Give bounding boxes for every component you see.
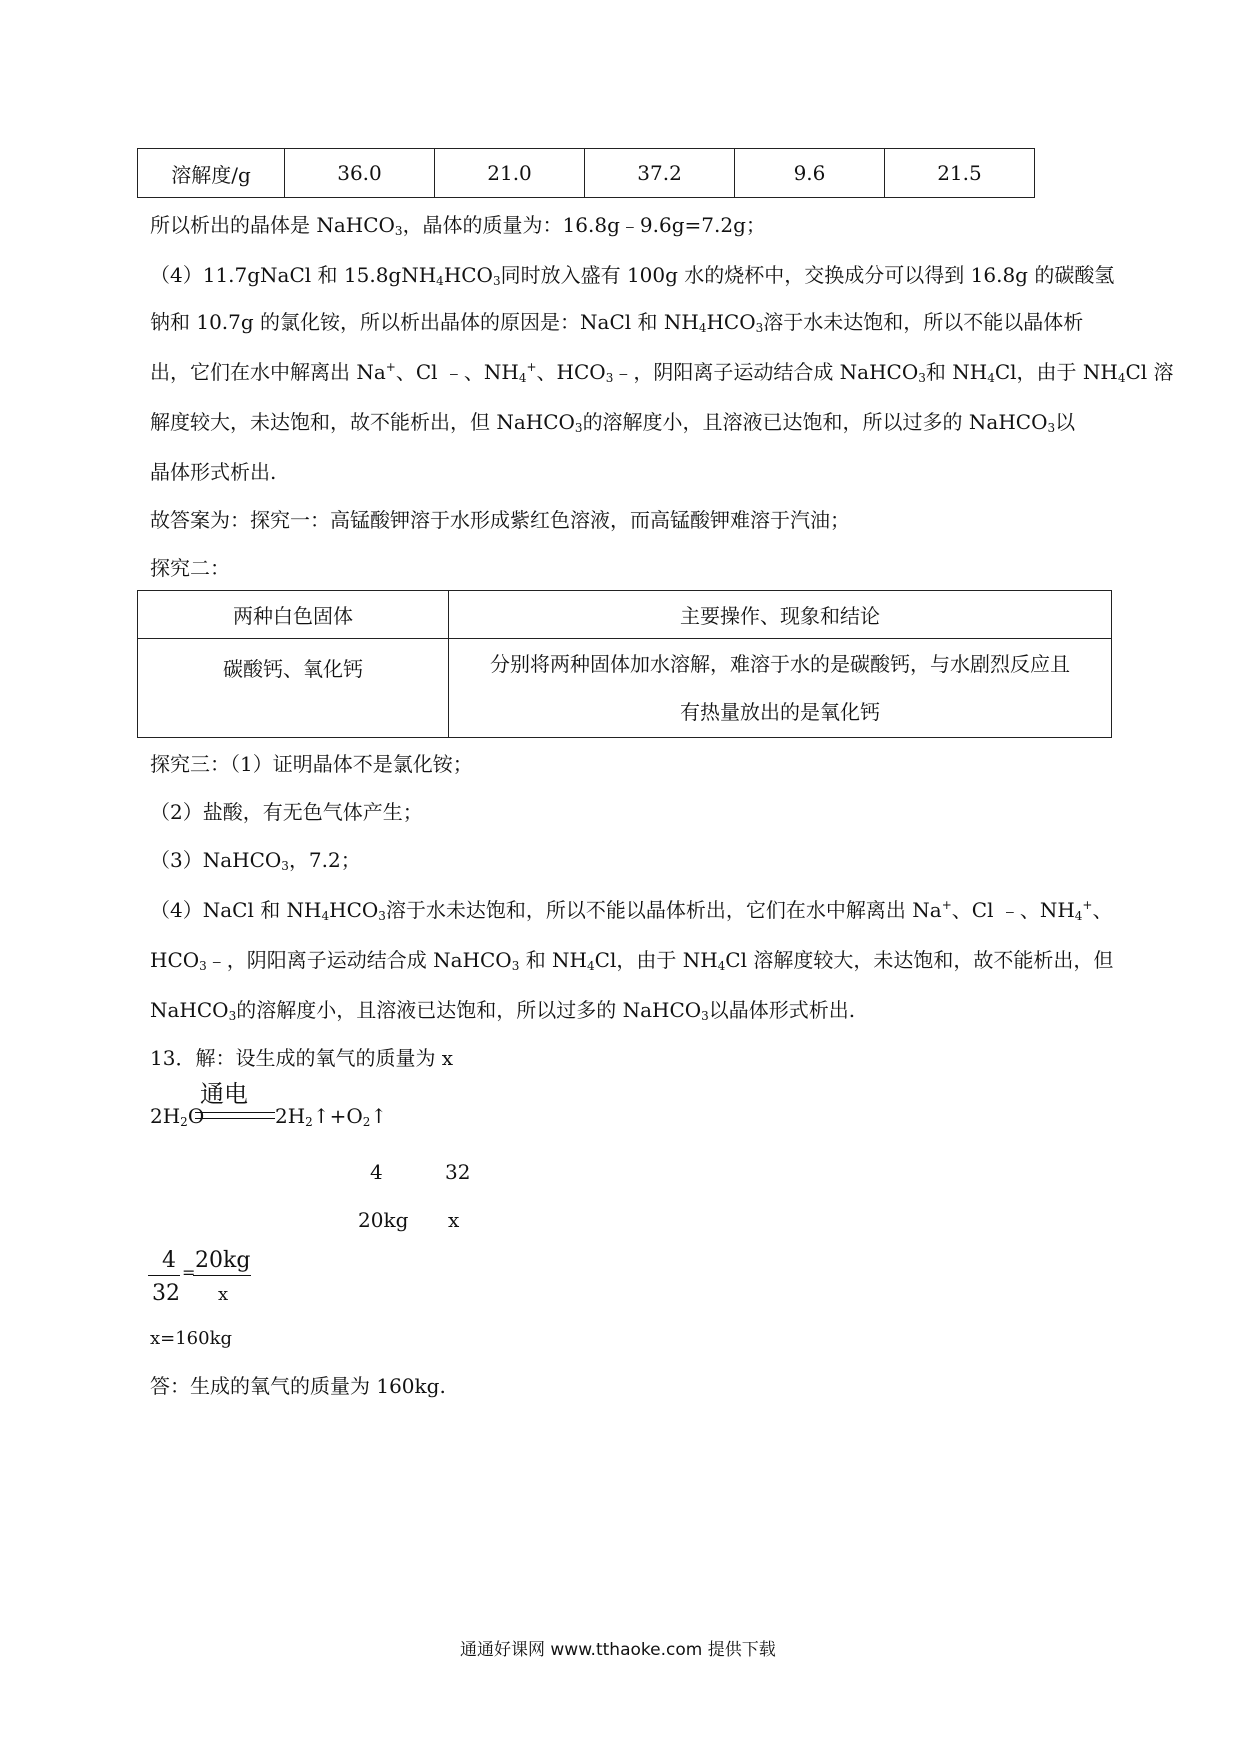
table-header-cell: 主要操作、现象和结论: [449, 591, 1112, 639]
table-cell: [449, 639, 1112, 738]
table-row: [138, 149, 1035, 198]
text-line: （4）11.7gNaCl 和 $15.8gNH_4HCO_3$同时放入盛有 100g 水的烧杯中，交换成分可以得到 16.8g 的碳酸氢: [150, 263, 1115, 288]
text-line: 出，它们在水中解离出 Na+、Cl ﹣、$NH_4^+$、$HCO_3﹣$，阴阳离子运动结合成 NaHCO$_3$和 $NH_4Cl$，由于 $NH_4Cl$ 溶: [150, 360, 1174, 385]
table-row: [138, 639, 1112, 738]
ratio-value: 20kg: [358, 1208, 409, 1232]
table-value-cell: 36.0: [285, 149, 435, 198]
text-line: （2）盐酸，有无色气体产生；: [150, 800, 423, 824]
ratio-value: 32: [445, 1160, 471, 1184]
fraction-numerator: 20kg: [195, 1248, 251, 1273]
fraction-numerator: 4: [162, 1248, 176, 1273]
fraction-bar: [148, 1275, 180, 1276]
table-value-cell: 21.0: [435, 149, 585, 198]
problem-intro: 13．解：设生成的氧气的质量为 x: [150, 1046, 454, 1070]
solubility-table: [137, 148, 1035, 198]
text-line: 解度较大，未达饱和，故不能析出，但 NaHCO$_3$的溶解度小，且溶液已达饱和，所以过多的 NaHCO$_3$以: [150, 410, 1076, 435]
text-line: 故答案为：探究一：高锰酸钾溶于水形成紫红色溶液，而高锰酸钾难溶于汽油；: [150, 508, 850, 532]
ratio-value: x: [448, 1208, 460, 1232]
fraction-denominator: 32: [152, 1281, 180, 1306]
table-value-cell: 37.2: [585, 149, 735, 198]
text-line: 钠和 10.7g 的氯化铵，所以析出晶体的原因是：NaCl 和 $NH_4HCO_3$溶于水未达饱和，所以不能以晶体析: [150, 310, 1084, 335]
equals-sign: =: [182, 1263, 196, 1282]
table-header-row: [138, 591, 1112, 639]
table-cell: 碳酸钙、氧化钙: [138, 639, 449, 738]
answer-line: 答：生成的氧气的质量为 160kg.: [150, 1374, 446, 1398]
text-line: （4）NaCl 和 $NH_4HCO_3$溶于水未达饱和，所以不能以晶体析出，它们在水中解离出 Na+、Cl ﹣、$NH_4^+$、: [150, 898, 1113, 923]
text-line: 探究二：: [150, 556, 230, 580]
reaction-reactant: $2H_2O$: [150, 1104, 205, 1129]
text-line: （3）NaHCO$_3$，7.2；: [150, 848, 361, 873]
ratio-value: 4: [370, 1160, 383, 1184]
text-line: 晶体形式析出.: [150, 460, 277, 484]
text-line: $HCO_3﹣$，阴阳离子运动结合成 NaHCO$_3$ 和 $NH_4Cl$，由于 $NH_4Cl$ 溶解度较大，未达饱和，故不能析出，但: [150, 948, 1114, 973]
text-line: 探究三：（1）证明晶体不是氯化铵；: [150, 752, 473, 776]
exploration-table: [137, 590, 1112, 738]
table-value-cell: 9.6: [735, 149, 885, 198]
reaction-equals-line-bottom: [195, 1118, 275, 1119]
reaction-equals-line-top: [195, 1112, 275, 1113]
text-line: 所以析出的晶体是 NaHCO$_3$，晶体的质量为：16.8g﹣9.6g=7.2g；: [150, 213, 766, 238]
text-line: NaHCO$_3$的溶解度小，且溶液已达饱和，所以过多的 NaHCO$_3$以晶体形式析出.: [150, 998, 856, 1023]
reaction-condition: 通电: [200, 1080, 248, 1108]
fraction-bar: [193, 1275, 251, 1276]
result-line: x=160kg: [150, 1328, 233, 1349]
cell-text-line: 有热量放出的是氧化钙: [680, 700, 880, 724]
reaction-products: $2H_2↑+O_2↑$: [275, 1104, 388, 1129]
table-header-cell: 两种白色固体: [138, 591, 449, 639]
fraction-denominator: x: [218, 1284, 229, 1305]
cell-text-line: 分别将两种固体加水溶解，难溶于水的是碳酸钙，与水剧烈反应且: [490, 652, 1070, 676]
table-value-cell: 21.5: [884, 149, 1034, 198]
table-label-cell: 溶解度/g: [138, 149, 285, 198]
page-footer: 通通好课网 www.tthaoke.com 提供下载: [460, 1640, 776, 1660]
